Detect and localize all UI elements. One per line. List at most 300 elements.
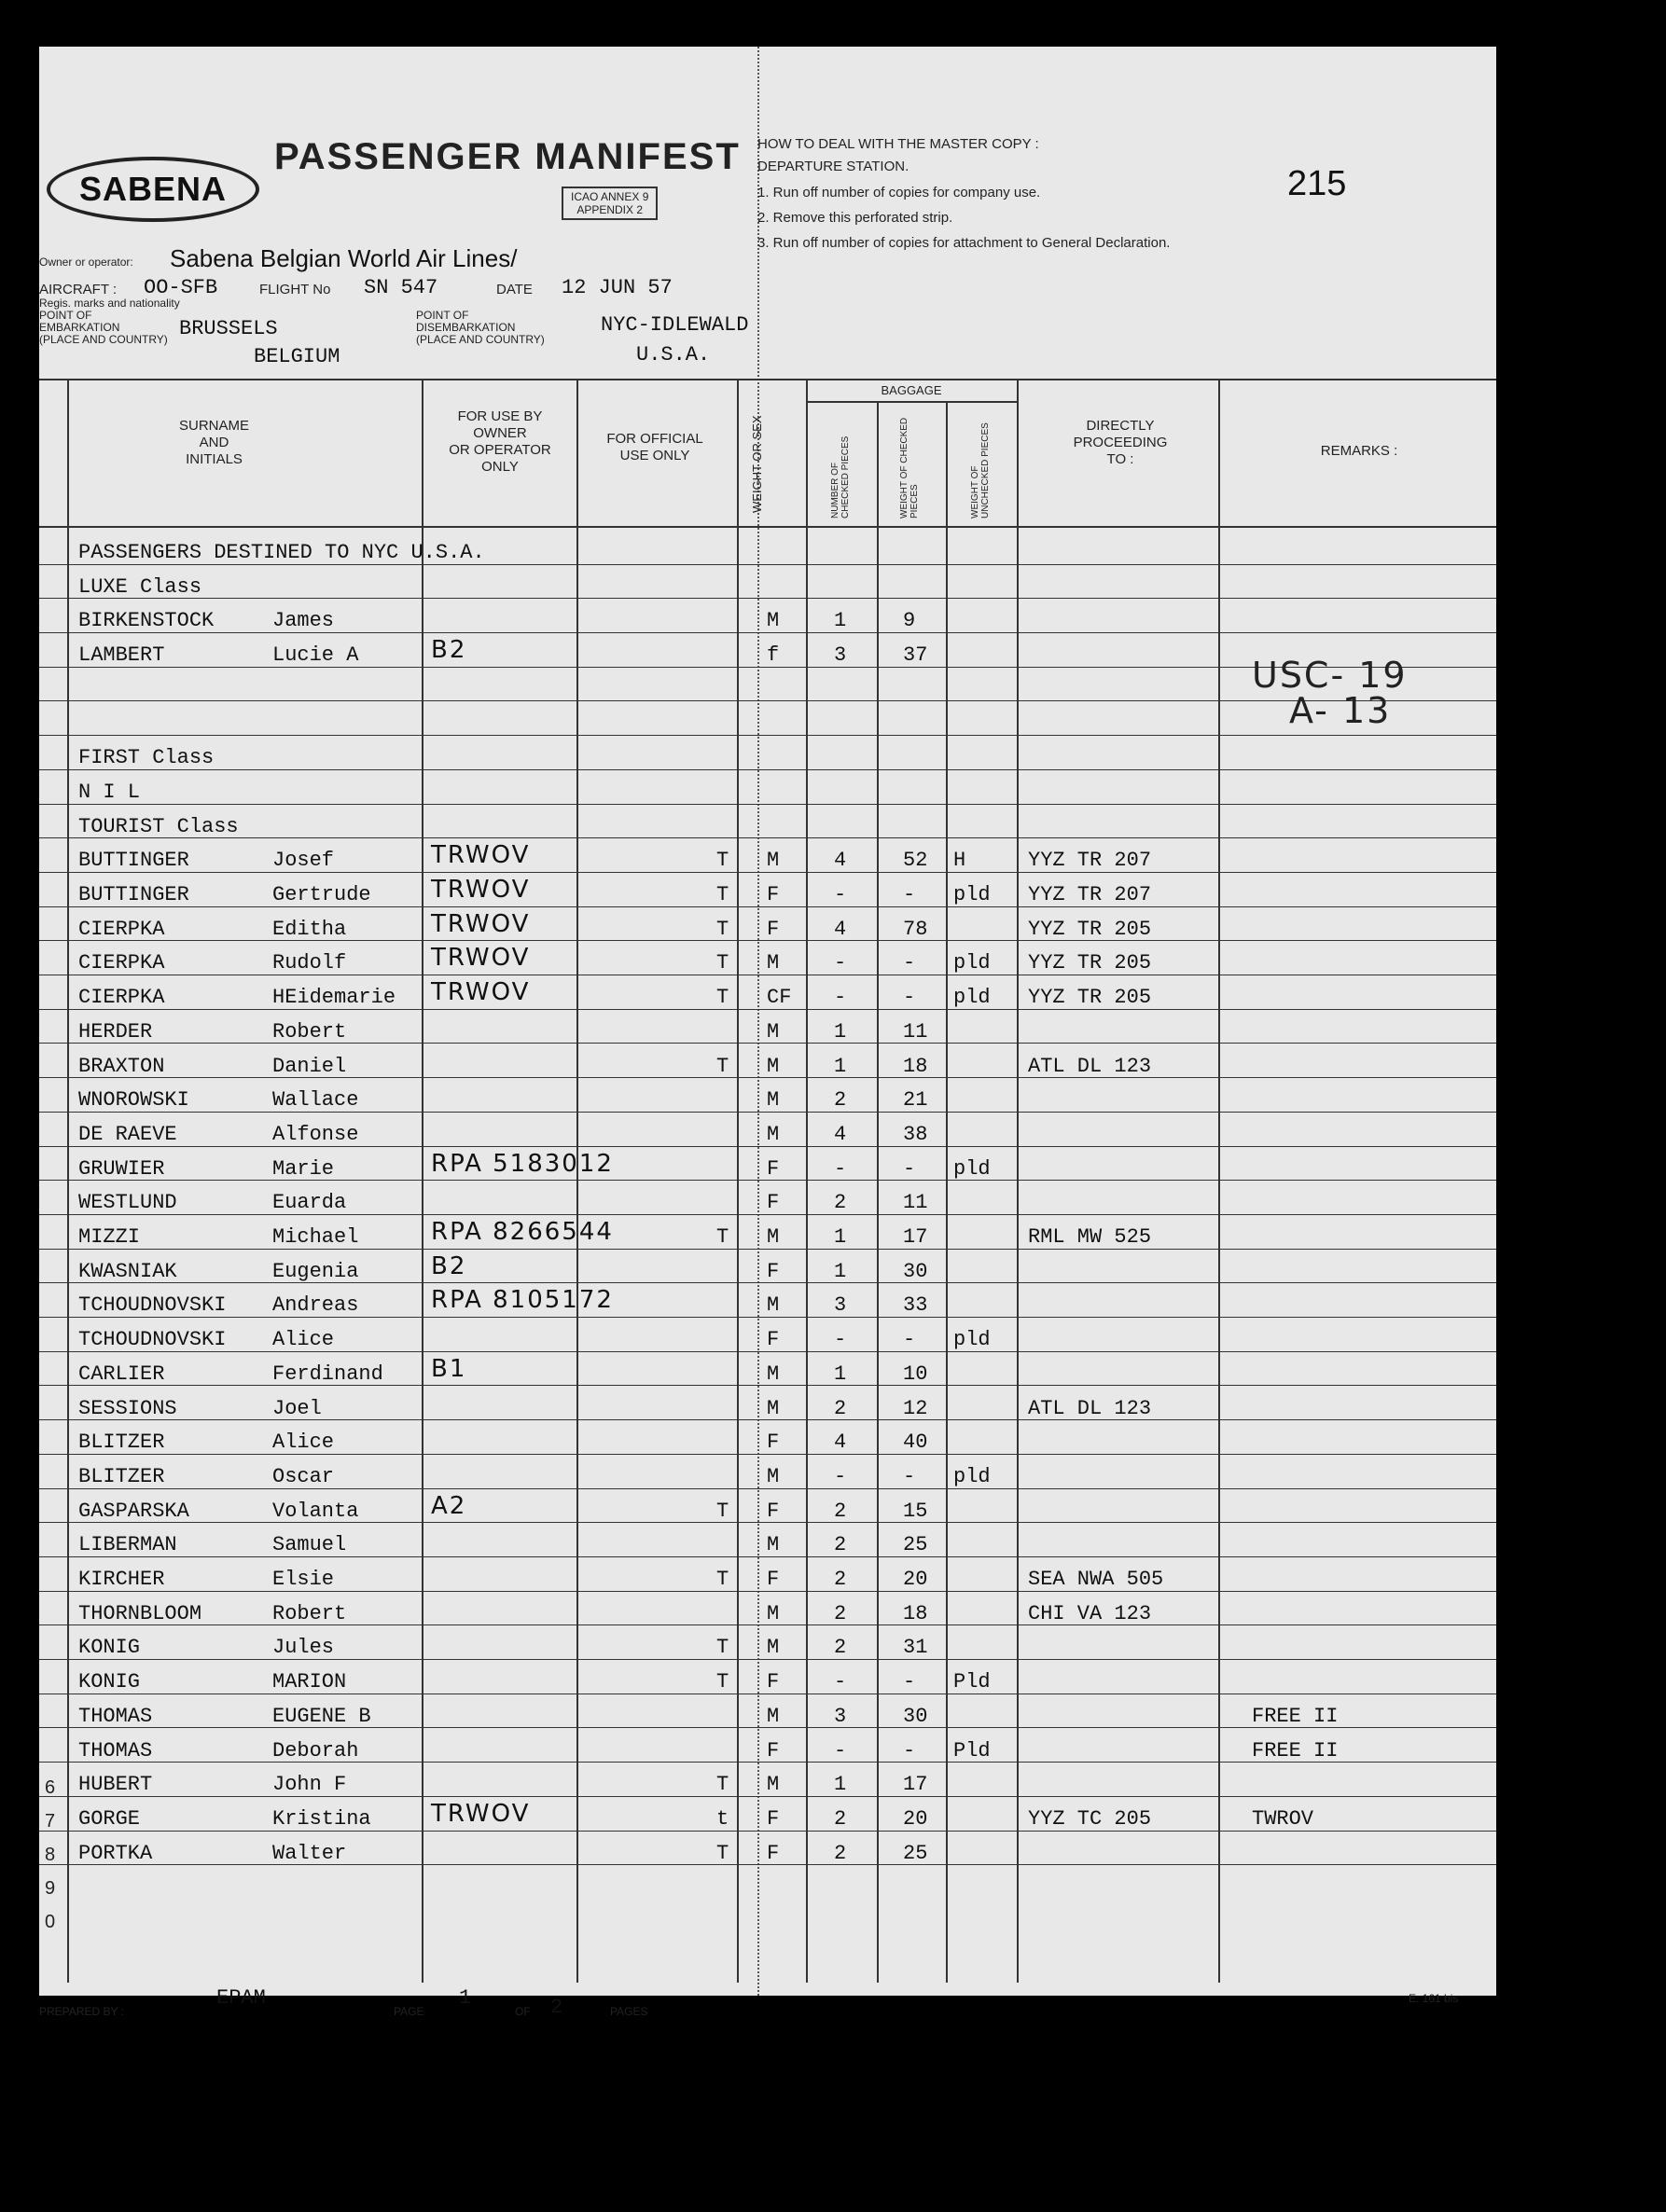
- sex-cell: M: [767, 609, 780, 633]
- table-row: [39, 976, 1496, 1010]
- sex-cell: F: [767, 883, 780, 906]
- given-name-cell: Alfonse: [272, 1122, 359, 1146]
- surname-cell: BUTTINGER: [78, 849, 189, 873]
- instruction-station: DEPARTURE STATION.: [757, 159, 909, 174]
- checked-pieces-cell: 4: [834, 917, 847, 941]
- checked-pieces-cell: 1: [834, 1773, 847, 1797]
- checked-pieces-cell: -: [834, 1464, 847, 1488]
- checked-pieces-cell: 1: [834, 1362, 847, 1386]
- checked-weight-cell: 11: [903, 1019, 928, 1044]
- row-divider: [39, 804, 1496, 805]
- remark-a: A- 13: [1289, 690, 1392, 731]
- sex-cell: F: [767, 1156, 780, 1181]
- header-bottom-border: [39, 526, 1496, 528]
- checked-weight-cell: 37: [903, 643, 928, 668]
- checked-weight-cell: 25: [903, 1841, 928, 1865]
- unchecked-cell: pld: [953, 1156, 991, 1181]
- table-row: [39, 1353, 1496, 1387]
- surname-cell: BLITZER: [78, 1431, 165, 1455]
- checked-weight-cell: 18: [903, 1054, 928, 1078]
- table-row: [39, 1251, 1496, 1284]
- owner-use-cell: B1: [431, 1354, 467, 1383]
- checked-pieces-cell: 4: [834, 1431, 847, 1455]
- table-row: [39, 703, 1496, 737]
- surname-cell: BLITZER: [78, 1464, 165, 1488]
- checked-weight-cell: -: [903, 1464, 916, 1488]
- table-row: [39, 1045, 1496, 1079]
- transit-cell: T: [716, 1773, 729, 1797]
- checked-pieces-cell: 1: [834, 1019, 847, 1044]
- surname-cell: THOMAS: [78, 1704, 153, 1728]
- checked-weight-cell: 9: [903, 609, 916, 633]
- table-row: [39, 1798, 1496, 1832]
- owner-label: Owner or operator:: [39, 256, 133, 269]
- of-value: 2: [550, 1996, 563, 2019]
- given-name-cell: Rudolf: [272, 951, 347, 975]
- checked-pieces-cell: 3: [834, 1293, 847, 1318]
- checked-pieces-cell: 4: [834, 1122, 847, 1146]
- surname-cell: TOURIST Class: [78, 814, 239, 838]
- checked-pieces-cell: -: [834, 1156, 847, 1181]
- checked-pieces-cell: 3: [834, 643, 847, 668]
- unchecked-cell: pld: [953, 1464, 991, 1488]
- surname-cell: GASPARSKA: [78, 1499, 189, 1523]
- col-header-owner-use: FOR USE BY OWNER OR OPERATOR ONLY: [449, 408, 551, 475]
- table-row: [39, 1490, 1496, 1524]
- page-value: 1: [459, 1986, 472, 2010]
- checked-pieces-cell: 2: [834, 1533, 847, 1557]
- col-header-weight-unchecked: WEIGHT OF UNCHECKED PIECES: [970, 422, 991, 518]
- surname-cell: CIERPKA: [78, 917, 165, 941]
- owner-value: Sabena Belgian World Air Lines/: [170, 244, 518, 272]
- checked-weight-cell: -: [903, 1738, 916, 1763]
- surname-cell: THORNBLOOM: [78, 1601, 202, 1625]
- checked-weight-cell: 25: [903, 1533, 928, 1557]
- surname-cell: KONIG: [78, 1670, 141, 1694]
- margin-number-0: 0: [45, 1912, 56, 1932]
- given-name-cell: John F: [272, 1773, 347, 1797]
- unchecked-cell: pld: [953, 883, 991, 906]
- sex-cell: F: [767, 1431, 780, 1455]
- icao-box: ICAO ANNEX 9 APPENDIX 2: [562, 187, 658, 220]
- table-row: [39, 1182, 1496, 1215]
- remarks-cell: FREE II: [1252, 1738, 1339, 1763]
- checked-pieces-cell: 1: [834, 609, 847, 633]
- surname-cell: BRAXTON: [78, 1054, 165, 1078]
- checked-weight-cell: -: [903, 1328, 916, 1352]
- given-name-cell: Robert: [272, 1019, 347, 1044]
- row-divider: [39, 769, 1496, 770]
- sex-cell: F: [767, 1328, 780, 1352]
- checked-pieces-cell: 1: [834, 1054, 847, 1078]
- table-row: [39, 1730, 1496, 1763]
- table-row: [39, 532, 1496, 565]
- table-row: [39, 1626, 1496, 1660]
- of-label: OF: [515, 2005, 531, 2018]
- unchecked-cell: pld: [953, 986, 991, 1010]
- checked-weight-cell: 52: [903, 849, 928, 873]
- given-name-cell: Samuel: [272, 1533, 347, 1557]
- owner-use-cell: RPA 5183012: [431, 1149, 614, 1178]
- flight-label: FLIGHT No: [259, 282, 331, 297]
- logo-text: SABENA: [78, 170, 227, 208]
- owner-use-cell: TRWOV: [431, 978, 531, 1007]
- checked-weight-cell: -: [903, 1156, 916, 1181]
- table-row: [39, 942, 1496, 975]
- sex-cell: M: [767, 1225, 780, 1249]
- checked-pieces-cell: 3: [834, 1704, 847, 1728]
- checked-pieces-cell: 1: [834, 1259, 847, 1283]
- col-header-weight-checked: WEIGHT OF CHECKED PIECES: [899, 417, 920, 518]
- table-row: [39, 737, 1496, 770]
- instruction-2: 2. Remove this perforated strip.: [757, 210, 953, 226]
- table-row: [39, 1763, 1496, 1797]
- table-row: [39, 1421, 1496, 1455]
- remarks-cell: FREE II: [1252, 1704, 1339, 1728]
- table-top-border: [39, 379, 1496, 380]
- owner-use-cell: B2: [431, 1251, 467, 1280]
- baggage-header-line: [806, 401, 1017, 403]
- surname-cell: WNOROWSKI: [78, 1088, 189, 1113]
- given-name-cell: Oscar: [272, 1464, 335, 1488]
- sex-cell: M: [767, 1122, 780, 1146]
- table-row: [39, 1832, 1496, 1866]
- proceeding-cell: YYZ TR 207: [1028, 883, 1152, 906]
- checked-pieces-cell: -: [834, 1328, 847, 1352]
- transit-cell: T: [716, 917, 729, 941]
- owner-use-cell: TRWOV: [431, 944, 531, 973]
- col-header-weight-sex: WEIGHT OR SEX: [750, 415, 764, 513]
- owner-use-cell: TRWOV: [431, 909, 531, 938]
- surname-cell: TCHOUDNOVSKI: [78, 1328, 227, 1352]
- given-name-cell: Ferdinand: [272, 1362, 383, 1386]
- form-code: E. 161 bis: [1409, 1992, 1459, 2005]
- margin-number-8: 8: [45, 1845, 56, 1865]
- sex-cell: M: [767, 1533, 780, 1557]
- sex-cell: M: [767, 951, 780, 975]
- checked-pieces-cell: 4: [834, 849, 847, 873]
- proceeding-cell: ATL DL 123: [1028, 1396, 1152, 1420]
- remarks-cell: TWROV: [1252, 1806, 1314, 1831]
- given-name-cell: Eugenia: [272, 1259, 359, 1283]
- sex-cell: M: [767, 1464, 780, 1488]
- given-name-cell: Wallace: [272, 1088, 359, 1113]
- table-row: [39, 600, 1496, 633]
- checked-pieces-cell: 2: [834, 1191, 847, 1215]
- instruction-1: 1. Run off number of copies for company use.: [757, 185, 1041, 200]
- row-divider: [39, 735, 1496, 736]
- sex-cell: M: [767, 1773, 780, 1797]
- transit-cell: t: [716, 1806, 729, 1831]
- table-row: [39, 908, 1496, 942]
- surname-cell: KONIG: [78, 1636, 141, 1660]
- given-name-cell: Joel: [272, 1396, 322, 1420]
- given-name-cell: Elsie: [272, 1568, 335, 1591]
- owner-use-cell: RPA 8105172: [431, 1286, 614, 1315]
- owner-use-cell: TRWOV: [431, 841, 531, 870]
- given-name-cell: MARION: [272, 1670, 347, 1694]
- given-name-cell: Euarda: [272, 1191, 347, 1215]
- checked-weight-cell: -: [903, 883, 916, 906]
- table-row: [39, 806, 1496, 839]
- checked-weight-cell: -: [903, 1670, 916, 1694]
- transit-cell: T: [716, 883, 729, 906]
- given-name-cell: Editha: [272, 917, 347, 941]
- surname-cell: KIRCHER: [78, 1568, 165, 1591]
- checked-weight-cell: 40: [903, 1431, 928, 1455]
- date-value: 12 JUN 57: [562, 276, 673, 299]
- transit-cell: T: [716, 951, 729, 975]
- given-name-cell: Gertrude: [272, 883, 371, 906]
- unchecked-cell: pld: [953, 1328, 991, 1352]
- manifest-title: PASSENGER MANIFEST: [274, 136, 741, 177]
- prepared-label: PREPARED BY :: [39, 2005, 124, 2018]
- checked-weight-cell: 20: [903, 1806, 928, 1831]
- given-name-cell: Walter: [272, 1841, 347, 1865]
- table-row: [39, 771, 1496, 805]
- proceeding-cell: YYZ TR 205: [1028, 951, 1152, 975]
- sex-cell: F: [767, 1499, 780, 1523]
- checked-pieces-cell: 1: [834, 1225, 847, 1249]
- instruction-heading: HOW TO DEAL WITH THE MASTER COPY :: [757, 136, 1039, 152]
- surname-cell: N I L: [78, 780, 141, 804]
- given-name-cell: Jules: [272, 1636, 335, 1660]
- embark-label: POINT OF EMBARKATION (PLACE AND COUNTRY): [39, 309, 168, 346]
- transit-cell: T: [716, 1054, 729, 1078]
- unchecked-cell: H: [953, 849, 966, 873]
- transit-cell: T: [716, 1670, 729, 1694]
- surname-cell: PASSENGERS DESTINED TO NYC U.S.A.: [78, 541, 485, 564]
- owner-use-cell: A2: [431, 1491, 467, 1520]
- col-header-official-use: FOR OFFICIAL USE ONLY: [606, 431, 703, 463]
- sex-cell: F: [767, 1841, 780, 1865]
- table-row: [39, 1011, 1496, 1044]
- proceeding-cell: SEA NWA 505: [1028, 1568, 1164, 1591]
- surname-cell: DE RAEVE: [78, 1122, 177, 1146]
- sex-cell: M: [767, 1088, 780, 1113]
- checked-weight-cell: 17: [903, 1773, 928, 1797]
- row-divider: [39, 700, 1496, 701]
- given-name-cell: Andreas: [272, 1293, 359, 1318]
- table-row: [39, 1456, 1496, 1489]
- given-name-cell: Volanta: [272, 1499, 359, 1523]
- sex-cell: M: [767, 1704, 780, 1728]
- unchecked-cell: pld: [953, 951, 991, 975]
- given-name-cell: Josef: [272, 849, 335, 873]
- checked-weight-cell: 38: [903, 1122, 928, 1146]
- transit-cell: T: [716, 1841, 729, 1865]
- table-row: [39, 1113, 1496, 1147]
- disembark-city: NYC-IDLEWALD: [601, 313, 749, 337]
- pages-label: PAGES: [610, 2005, 648, 2018]
- given-name-cell: EUGENE B: [272, 1704, 371, 1728]
- checked-weight-cell: -: [903, 951, 916, 975]
- sex-cell: M: [767, 1019, 780, 1044]
- surname-cell: GORGE: [78, 1806, 141, 1831]
- proceeding-cell: YYZ TR 205: [1028, 917, 1152, 941]
- checked-weight-cell: 11: [903, 1191, 928, 1215]
- proceeding-cell: CHI VA 123: [1028, 1601, 1152, 1625]
- proceeding-cell: YYZ TC 205: [1028, 1806, 1152, 1831]
- col-header-surname: SURNAME AND INITIALS: [179, 418, 250, 467]
- date-label: DATE: [496, 282, 533, 297]
- sex-cell: M: [767, 1054, 780, 1078]
- surname-cell: MIZZI: [78, 1225, 141, 1249]
- sex-cell: M: [767, 1293, 780, 1318]
- sex-cell: M: [767, 849, 780, 873]
- regis-label: Regis. marks and nationality: [39, 297, 180, 310]
- checked-pieces-cell: -: [834, 1670, 847, 1694]
- checked-weight-cell: 20: [903, 1568, 928, 1591]
- transit-cell: T: [716, 1499, 729, 1523]
- table-row: [39, 1284, 1496, 1318]
- embark-country: BELGIUM: [254, 345, 340, 368]
- table-row: [39, 839, 1496, 873]
- sex-cell: M: [767, 1601, 780, 1625]
- given-name-cell: Robert: [272, 1601, 347, 1625]
- surname-cell: LAMBERT: [78, 643, 165, 668]
- surname-cell: SESSIONS: [78, 1396, 177, 1420]
- col-header-remarks: REMARKS :: [1320, 443, 1398, 459]
- disembark-label: POINT OF DISEMBARKATION (PLACE AND COUNTRY): [416, 309, 545, 346]
- owner-use-cell: TRWOV: [431, 876, 531, 904]
- surname-cell: CARLIER: [78, 1362, 165, 1386]
- checked-weight-cell: 30: [903, 1704, 928, 1728]
- checked-pieces-cell: 2: [834, 1499, 847, 1523]
- given-name-cell: Lucie A: [272, 643, 359, 668]
- table-row: [39, 1216, 1496, 1250]
- surname-cell: FIRST Class: [78, 746, 215, 770]
- transit-cell: T: [716, 1636, 729, 1660]
- checked-pieces-cell: -: [834, 1738, 847, 1763]
- embark-city: BRUSSELS: [179, 317, 278, 340]
- margin-number-6: 6: [45, 1777, 56, 1798]
- col-header-baggage: BAGGAGE: [881, 383, 942, 397]
- surname-cell: LUXE Class: [78, 574, 202, 599]
- given-name-cell: Alice: [272, 1431, 335, 1455]
- checked-pieces-cell: 2: [834, 1841, 847, 1865]
- col-header-num-checked: NUMBER OF CHECKED PIECES: [830, 435, 851, 518]
- sex-cell: F: [767, 1806, 780, 1831]
- unchecked-cell: Pld: [953, 1670, 991, 1694]
- surname-cell: TCHOUDNOVSKI: [78, 1293, 227, 1318]
- sex-cell: F: [767, 1259, 780, 1283]
- checked-pieces-cell: 2: [834, 1636, 847, 1660]
- checked-weight-cell: 31: [903, 1636, 928, 1660]
- remark-usc: USC- 19: [1252, 655, 1408, 696]
- checked-weight-cell: 17: [903, 1225, 928, 1249]
- checked-weight-cell: -: [903, 986, 916, 1010]
- col-header-proceeding: DIRECTLY PROCEEDING TO :: [1073, 418, 1168, 467]
- sabena-logo: [47, 157, 259, 222]
- unchecked-cell: Pld: [953, 1738, 991, 1763]
- sex-cell: F: [767, 1738, 780, 1763]
- checked-weight-cell: 21: [903, 1088, 928, 1113]
- proceeding-cell: ATL DL 123: [1028, 1054, 1152, 1078]
- flight-value: SN 547: [364, 276, 438, 299]
- sex-cell: F: [767, 917, 780, 941]
- checked-weight-cell: 30: [903, 1259, 928, 1283]
- checked-weight-cell: 12: [903, 1396, 928, 1420]
- surname-cell: THOMAS: [78, 1738, 153, 1763]
- given-name-cell: Deborah: [272, 1738, 359, 1763]
- table-row: [39, 1079, 1496, 1113]
- transit-cell: T: [716, 849, 729, 873]
- given-name-cell: Michael: [272, 1225, 359, 1249]
- checked-weight-cell: 18: [903, 1601, 928, 1625]
- surname-cell: CIERPKA: [78, 951, 165, 975]
- surname-cell: BUTTINGER: [78, 883, 189, 906]
- transit-cell: T: [716, 1225, 729, 1249]
- table-row: [39, 1661, 1496, 1694]
- sex-cell: f: [767, 643, 780, 668]
- surname-cell: HUBERT: [78, 1773, 153, 1797]
- aircraft-value: OO-SFB: [144, 276, 218, 299]
- page-number: 215: [1287, 164, 1347, 203]
- manifest-sheet: [39, 47, 1496, 2019]
- table-row: [39, 1319, 1496, 1352]
- checked-weight-cell: 78: [903, 917, 928, 941]
- given-name-cell: Alice: [272, 1328, 335, 1352]
- table-row: [39, 1524, 1496, 1557]
- page-label: PAGE: [394, 2005, 424, 2018]
- checked-pieces-cell: 2: [834, 1806, 847, 1831]
- checked-pieces-cell: 2: [834, 1601, 847, 1625]
- transit-cell: T: [716, 1568, 729, 1591]
- given-name-cell: HEidemarie: [272, 986, 396, 1010]
- margin-number-7: 7: [45, 1811, 56, 1832]
- table-row: [39, 1593, 1496, 1626]
- checked-pieces-cell: 2: [834, 1088, 847, 1113]
- surname-cell: WESTLUND: [78, 1191, 177, 1215]
- checked-weight-cell: 33: [903, 1293, 928, 1318]
- sex-cell: CF: [767, 986, 792, 1010]
- surname-cell: CIERPKA: [78, 986, 165, 1010]
- table-row: [39, 874, 1496, 907]
- instruction-3: 3. Run off number of copies for attachment to General Declaration.: [757, 235, 1171, 251]
- surname-cell: GRUWIER: [78, 1156, 165, 1181]
- surname-cell: HERDER: [78, 1019, 153, 1044]
- prepared-value: EPAM: [216, 1986, 266, 2010]
- checked-pieces-cell: 2: [834, 1568, 847, 1591]
- checked-pieces-cell: -: [834, 986, 847, 1010]
- table-row: [39, 1388, 1496, 1421]
- sex-cell: M: [767, 1636, 780, 1660]
- checked-weight-cell: 10: [903, 1362, 928, 1386]
- table-row: [39, 1695, 1496, 1729]
- sex-cell: F: [767, 1568, 780, 1591]
- given-name-cell: Daniel: [272, 1054, 347, 1078]
- surname-cell: LIBERMAN: [78, 1533, 177, 1557]
- row-divider: [39, 598, 1496, 599]
- surname-cell: KWASNIAK: [78, 1259, 177, 1283]
- checked-pieces-cell: 2: [834, 1396, 847, 1420]
- surname-cell: BIRKENSTOCK: [78, 609, 215, 633]
- owner-use-cell: B2: [431, 636, 467, 665]
- checked-pieces-cell: -: [834, 883, 847, 906]
- sex-cell: M: [767, 1362, 780, 1386]
- sex-cell: F: [767, 1191, 780, 1215]
- disembark-country: U.S.A.: [636, 343, 711, 366]
- given-name-cell: Marie: [272, 1156, 335, 1181]
- proceeding-cell: YYZ TR 207: [1028, 849, 1152, 873]
- table-row: [39, 1148, 1496, 1182]
- checked-pieces-cell: -: [834, 951, 847, 975]
- given-name-cell: Kristina: [272, 1806, 371, 1831]
- table-row: [39, 566, 1496, 600]
- aircraft-label: AIRCRAFT :: [39, 282, 118, 297]
- table-row: [39, 1558, 1496, 1592]
